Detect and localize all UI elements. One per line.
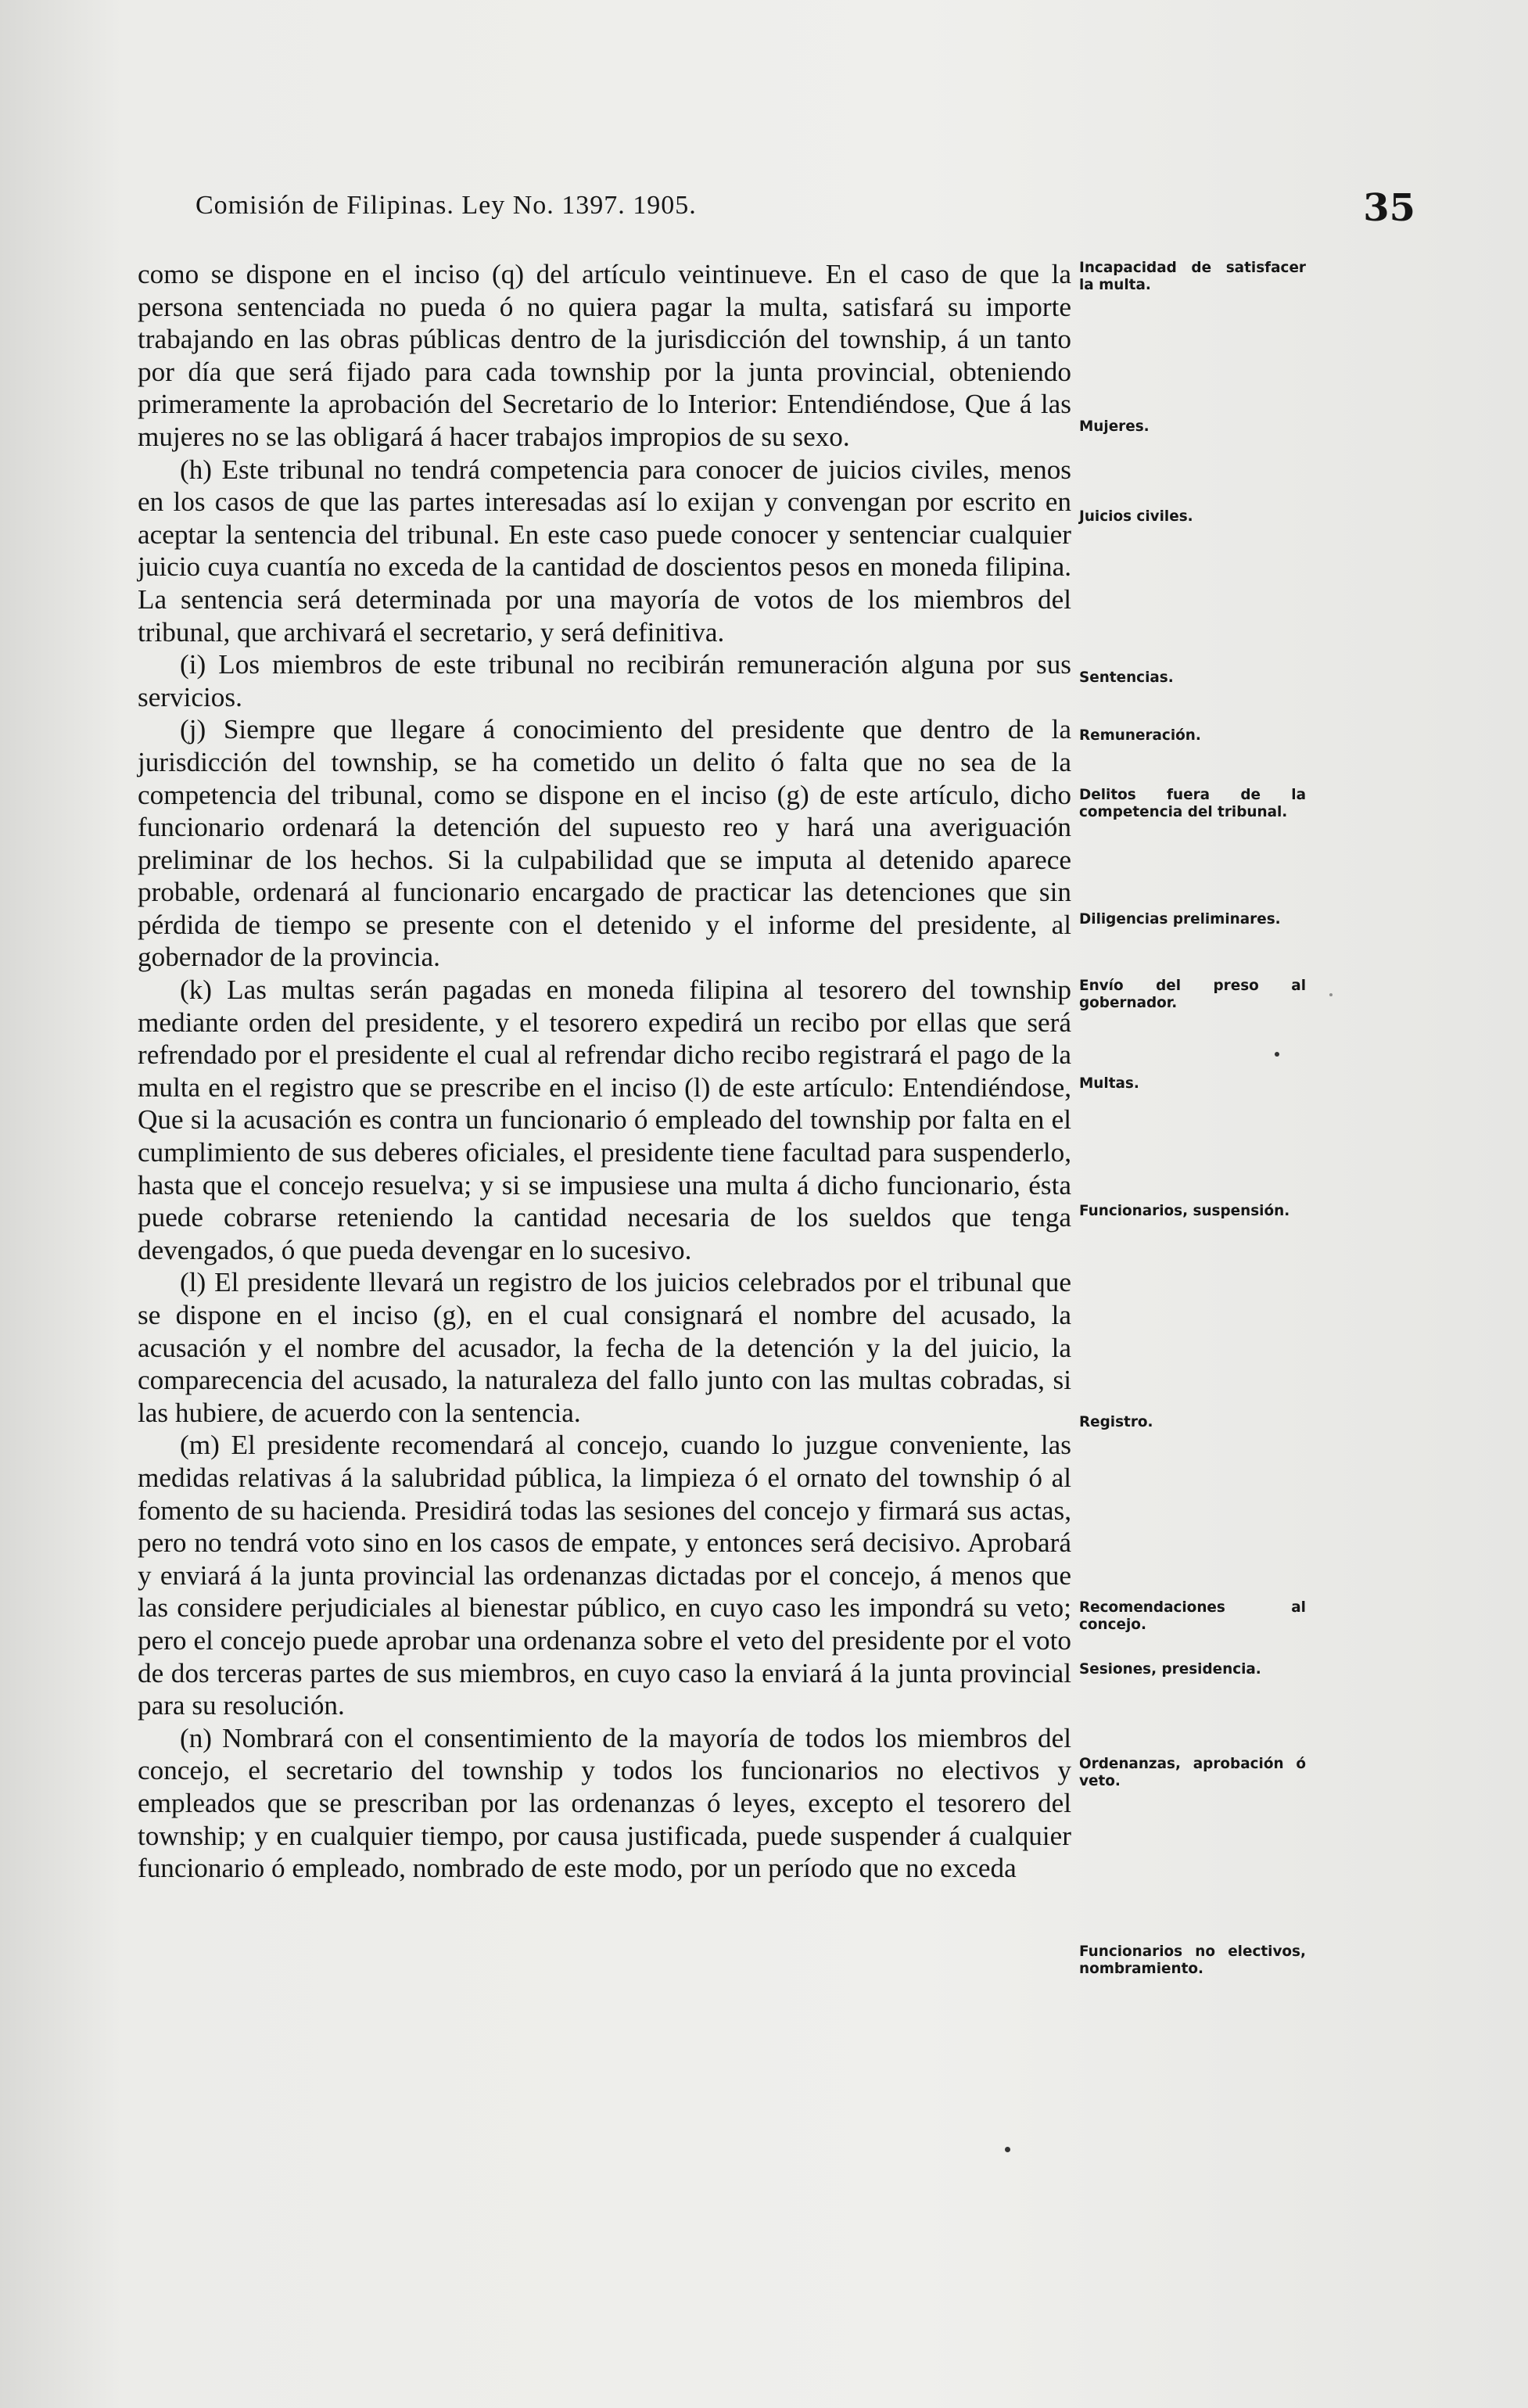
page-header bbox=[195, 186, 1415, 230]
margin-note: Sesiones, presidencia. bbox=[1079, 1661, 1261, 1678]
margin-note: Mujeres. bbox=[1079, 418, 1150, 435]
margin-note: Incapacidad de satisfacer la multa. bbox=[1079, 260, 1306, 293]
margin-note: Sentencias. bbox=[1079, 669, 1174, 686]
body-text bbox=[138, 258, 1071, 1885]
page-number: 35 bbox=[1363, 186, 1415, 230]
paragraph-h: (h) Este tribunal no tendrá competencia para conocer de juicios civiles, menos en los casos de que las partes interesadas así lo exijan y convengan por escrito en aceptar la sentencia del tribunal. En este caso puede conocer y sentenciar cualquier juicio cuya cuantía no exceda de la cantidad de doscientos pesos en moneda filipina. La sentencia será determinada por una mayoría de votos de los miembros del tribunal, que archivará el secretario, y será definitiva. bbox=[138, 454, 1071, 648]
running-title: Comisión de Filipinas. Ley No. 1397. 1905. bbox=[195, 191, 697, 220]
margin-note: Delitos fuera de la competencia del tribunal. bbox=[1079, 787, 1306, 820]
margin-note: Diligencias preliminares. bbox=[1079, 911, 1281, 928]
paragraph-i: (i) Los miembros de este tribunal no recibirán remuneración alguna por sus servicios. bbox=[138, 649, 1071, 712]
paragraph-k: (k) Las multas serán pagadas en moneda filipina al tesorero del township mediante orden del presidente, y el tesorero expedirá un recibo por ellas que será refrendado por el presidente el cual al refrendar dicho recibo registrará el pago de la multa en el registro que se prescribe en el inciso (l) de este artículo: Entendiéndose, Que si la acusación es contra un funcionario ó empleado del township por falta en el cumplimiento de sus deberes oficiales, el presidente tiene facultad para suspenderlo, hasta que el concejo resuelva; y si se impusiese una multa á dicho funcionario, ésta puede cobrarse reteniendo la cantidad necesaria de los sueldos que tenga devengados, ó que pueda devengar en lo sucesivo. bbox=[138, 974, 1071, 1265]
margin-note: Registro. bbox=[1079, 1414, 1153, 1430]
margin-note: Ordenanzas, aprobación ó veto. bbox=[1079, 1756, 1306, 1789]
margin-note: Recomendaciones al concejo. bbox=[1079, 1599, 1306, 1633]
margin-note: Multas. bbox=[1079, 1075, 1139, 1092]
paragraph-m: (m) El presidente recomendará al concejo, cuando lo juzgue conveniente, las medidas relativas á la salubridad pública, la limpieza ó el ornato del township ó al fomento de su hacienda. Presidirá todas las sesiones del concejo y firmará sus actas, pero no tendrá voto sino en los casos de empate, y entonces será decisivo. Aprobará y enviará á la junta provincial las ordenanzas dictadas por el concejo, á menos que las considere perjudiciales al bienestar público, en cuyo caso les impondrá su veto; pero el concejo puede aprobar una ordenanza sobre el veto del presidente por el voto de dos terceras partes de sus miembros, en cuyo caso la enviará á la junta provincial para su resolución. bbox=[138, 1430, 1071, 1721]
margin-note: Funcionarios no electivos, nombramiento. bbox=[1079, 1943, 1306, 1977]
paragraph-n: (n) Nombrará con el consentimiento de la mayoría de todos los miembros del concejo, el secretario del township y todos los funcionarios no electivos y empleados que se prescriban por las ordenanzas ó leyes, excepto el tesorero del township; y en cualquier tiempo, por causa justificada, puede suspender á cualquier funcionario ó empleado, nombrado de este modo, por un período que no exceda bbox=[138, 1722, 1071, 1884]
margin-note: Remuneración. bbox=[1079, 727, 1201, 744]
margin-note: Envío del preso al gobernador. bbox=[1079, 978, 1306, 1011]
print-speck bbox=[1275, 1052, 1279, 1057]
margin-note: Juicios civiles. bbox=[1079, 508, 1193, 525]
paragraph-continuation: como se dispone en el inciso (q) del artículo veintinueve. En el caso de que la persona sentenciada no pueda ó no quiera pagar la multa, satisfará su importe trabajando en las obras públicas dentro de la jurisdicción del township, á un tanto por día que será fijado para cada township por la junta provincial, obteniendo primeramente la aprobación del Secretario de lo Interior: Entendiéndose, Que á las mujeres no se las obligará á hacer trabajos impropios de su sexo. bbox=[138, 259, 1071, 452]
paragraph-l: (l) El presidente llevará un registro de los juicios celebrados por el tribunal que se dispone en el inciso (g), en el cual consignará el nombre del acusado, la acusación y el nombre del acusador, la fecha de la detención y la del juicio, la comparecencia del acusado, la naturaleza del fallo junto con las multas cobradas, si las hubiere, de acuerdo con la sentencia. bbox=[138, 1267, 1071, 1428]
print-speck bbox=[1005, 2147, 1010, 2152]
paragraph-j: (j) Siempre que llegare á conocimiento del presidente que dentro de la jurisdicción del township, se ha cometido un delito ó falta que no sea de la competencia del tribunal, como se dispone en el inciso (g) de este artículo, dicho funcionario ordenará la detención del supuesto reo y hará una averiguación preliminar de los hechos. Si la culpabilidad que se imputa al detenido aparece probable, ordenará al funcionario encargado de practicar las detenciones que sin pérdida de tiempo se presente con el detenido y el informe del presidente, al gobernador de la provincia. bbox=[138, 714, 1071, 973]
print-speck bbox=[1329, 993, 1333, 996]
margin-note: Funcionarios, suspensión. bbox=[1079, 1203, 1290, 1219]
